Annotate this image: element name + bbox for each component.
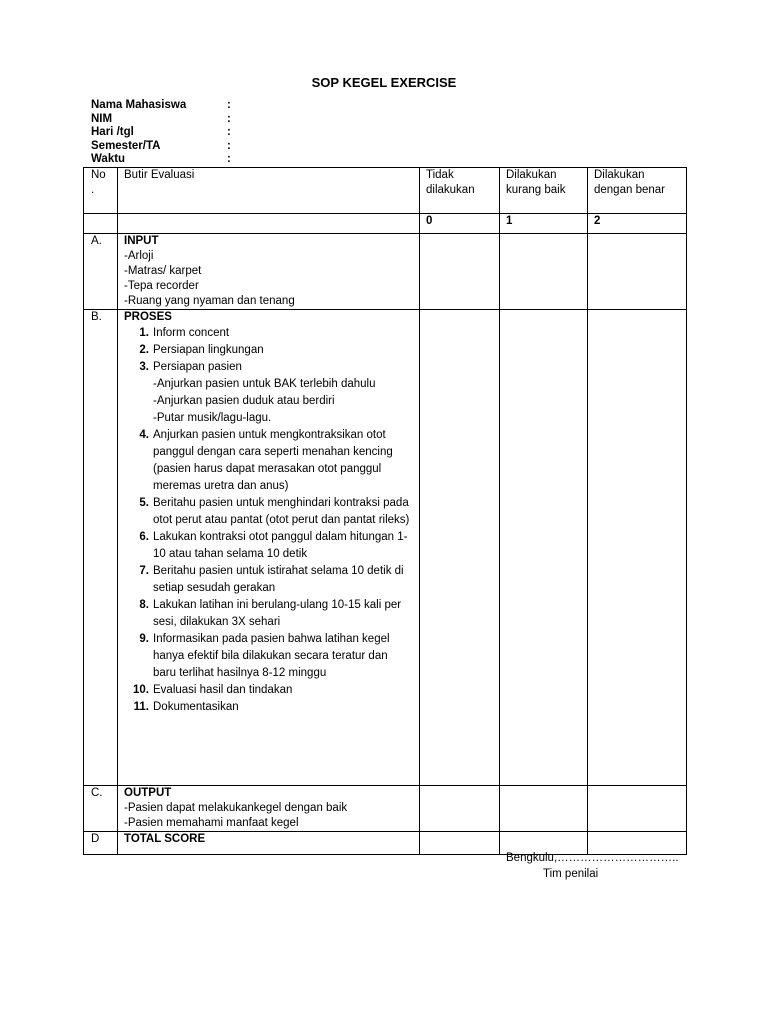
info-row-name [91, 99, 231, 113]
score-cell[interactable] [420, 832, 500, 855]
score-2: 2 [588, 214, 687, 234]
sub-item: -Anjurkan pasien duduk atau berdiri [153, 395, 335, 407]
score-cell[interactable] [420, 786, 500, 832]
section-input-row [84, 234, 687, 310]
list-item: 11. Dokumentasikan [133, 701, 239, 713]
process-steps [124, 325, 413, 716]
score-cell[interactable] [500, 234, 588, 310]
score-cell[interactable] [588, 786, 687, 832]
info-label: Waktu [91, 153, 126, 165]
section-heading: INPUT [124, 235, 159, 247]
list-item: 3. Persiapan pasien [139, 361, 242, 373]
section-proses-row [84, 310, 687, 786]
info-label: Nama Mahasiswa [91, 99, 187, 111]
document-title: SOP KEGEL EXERCISE [311, 75, 457, 90]
info-row-nim [91, 113, 231, 127]
score-row [84, 214, 687, 234]
list-item: 8. Lakukan latihan ini berulang-ulang 10-15 kali per sesi, dilakukan 3X sehari [139, 599, 402, 628]
list-item: 10. Evaluasi hasil dan tindakan [133, 684, 293, 696]
info-row-semester [91, 140, 231, 154]
list-item: -Tepa recorder [124, 280, 199, 292]
list-item: 2. Persiapan lingkungan [139, 344, 264, 356]
score-cell[interactable] [420, 310, 500, 786]
header-not-done: Tidak dilakukan [420, 168, 500, 214]
info-colon: : [227, 153, 231, 165]
score-cell[interactable] [588, 310, 687, 786]
score-0: 0 [420, 214, 500, 234]
header-no: No . [84, 168, 118, 214]
info-label: Hari /tgl [91, 126, 134, 138]
info-colon: : [227, 139, 231, 152]
sub-item: -Putar musik/lagu-lagu. [153, 412, 272, 424]
score-1: 1 [500, 214, 588, 234]
info-row-time [91, 153, 231, 167]
list-item: -Pasien dapat melakukankegel dengan baik [124, 802, 348, 814]
header-done-poorly: Dilakukan kurang baik [500, 168, 588, 214]
section-content [118, 786, 420, 832]
list-item: -Matras/ karpet [124, 265, 202, 277]
evaluation-table [83, 167, 687, 855]
section-no: B. [84, 310, 118, 786]
section-output-row [84, 786, 687, 832]
section-no: D [84, 832, 118, 855]
student-info-block [91, 99, 231, 167]
section-heading: OUTPUT [124, 787, 172, 799]
info-label: NIM [91, 112, 113, 125]
list-item: 6. Lakukan kontraksi otot panggul dalam hitungan 1-10 atau tahan selama 10 detik [139, 531, 408, 560]
list-item: 7. Beritahu pasien untuk istirahat selama 10 detik di setiap sesudah gerakan [139, 565, 404, 594]
header-item: Butir Evaluasi [118, 168, 420, 214]
list-item: 1. Inform concent [139, 327, 230, 339]
section-heading: PROSES [124, 311, 172, 323]
list-item: -Arloji [124, 250, 154, 262]
info-colon: : [227, 99, 231, 111]
signature-role: Tim penilai [543, 868, 599, 880]
score-cell[interactable] [500, 786, 588, 832]
section-no: C. [84, 786, 118, 832]
list-item: 4. Anjurkan pasien untuk mengkontraksikan otot panggul dengan cara seperti menahan kencing (pasien harus dapat merasakan otot panggul meremas uretra dan anus) [139, 429, 393, 492]
list-item: -Pasien memahami manfaat kegel [124, 817, 299, 829]
info-colon: : [227, 112, 231, 125]
table-header-row [84, 168, 687, 214]
section-content [118, 310, 420, 786]
header-done-correctly: Dilakukan dengan benar [588, 168, 687, 214]
info-colon: : [227, 126, 231, 138]
score-cell[interactable] [420, 234, 500, 310]
score-cell[interactable] [500, 310, 588, 786]
list-item: 5. Beritahu pasien untuk menghindari kontraksi pada otot perut atau pantat (otot perut dan pantat rileks) [139, 497, 410, 526]
info-label: Semester/TA [91, 139, 161, 152]
signature-place: Bengkulu,………………………….. [506, 852, 679, 864]
sub-item: -Anjurkan pasien untuk BAK terlebih dahulu [153, 378, 376, 390]
list-item: 9. Informasikan pada pasien bahwa latihan kegel hanya efektif bila dilakukan secara teratur dan baru terlihat hasilnya 8-12 minggu [139, 633, 390, 679]
list-item: -Ruang yang nyaman dan tenang [124, 295, 295, 307]
info-row-date [91, 126, 231, 140]
section-content [118, 234, 420, 310]
score-cell[interactable] [588, 234, 687, 310]
section-heading: TOTAL SCORE [118, 832, 420, 855]
section-no: A. [84, 234, 118, 310]
